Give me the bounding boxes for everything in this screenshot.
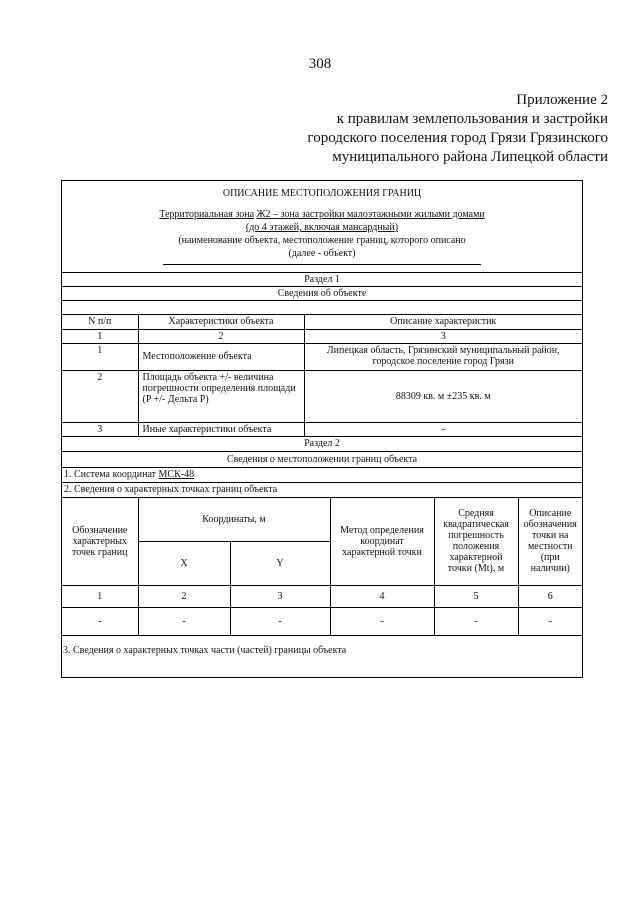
zone-detail: (до 4 этажей, включая мансардный) bbox=[245, 222, 399, 233]
row-name: Местоположение объекта bbox=[138, 343, 304, 370]
coordinate-system-line bbox=[62, 468, 582, 483]
header-note2: (далее - объект) bbox=[288, 248, 356, 259]
points-table bbox=[62, 498, 582, 637]
appendix-line3: городского поселения город Грязи Грязинского bbox=[307, 130, 608, 146]
appendix-line4: муниципального района Липецкой области bbox=[332, 149, 608, 165]
header-rule bbox=[163, 264, 481, 265]
page-number: 308 bbox=[308, 56, 332, 72]
col-num: 3 bbox=[230, 586, 330, 608]
row-name: Иные характеристики объекта bbox=[138, 422, 304, 436]
cell-value: - bbox=[138, 608, 230, 636]
section2-subtitle: Сведения о местоположении границ объекта bbox=[62, 452, 582, 468]
boundary-description-form bbox=[61, 180, 583, 678]
cell-value: - bbox=[62, 608, 138, 636]
object-info-table bbox=[62, 315, 582, 437]
appendix-line2: к правилам землепользования и застройки bbox=[336, 111, 608, 127]
part-points-title: 3. Сведения о характерных точках части (частей) границы объекта bbox=[63, 645, 347, 656]
row-value: 88309 кв. м ±235 кв. м bbox=[304, 370, 582, 422]
col-error: Средняя квадратическая погрешность положения характерной точки (Mt), м bbox=[434, 498, 518, 586]
col-num: 1 bbox=[62, 586, 138, 608]
cell-value: - bbox=[434, 608, 518, 636]
section1-spacer bbox=[62, 301, 582, 315]
cell-value: - bbox=[230, 608, 330, 636]
col-coordinates: Координаты, м bbox=[138, 498, 330, 542]
cell-value: - bbox=[330, 608, 434, 636]
points-number-row bbox=[62, 586, 582, 608]
zone-prefix: Территориальная зона bbox=[159, 209, 255, 220]
row-number: 3 bbox=[62, 422, 138, 436]
table-header-row bbox=[62, 315, 582, 329]
zone-name: Ж2 – зона застройки малоэтажными жилыми домами bbox=[256, 209, 485, 220]
col-point-description: Описание обозначения точки на местности (при наличии) bbox=[518, 498, 582, 586]
col-num: 5 bbox=[434, 586, 518, 608]
col-y: Y bbox=[230, 542, 330, 586]
col-x: X bbox=[138, 542, 230, 586]
table-number-row bbox=[62, 329, 582, 343]
col-num: 6 bbox=[518, 586, 582, 608]
zone-line bbox=[62, 208, 582, 221]
col-description: Описание характеристик bbox=[304, 315, 582, 329]
col-n: N п/п bbox=[62, 315, 138, 329]
form-header bbox=[62, 181, 582, 273]
table-row bbox=[62, 608, 582, 636]
points-title: 2. Сведения о характерных точках границ объекта bbox=[62, 483, 582, 498]
col-method: Метод определения координат характерной точки bbox=[330, 498, 434, 586]
appendix-header bbox=[188, 91, 608, 167]
coordinate-system-label: 1. Система координат bbox=[64, 468, 157, 480]
section1-subtitle: Сведения об объекте bbox=[62, 287, 582, 301]
col-num: 1 bbox=[62, 329, 138, 343]
header-note1: (наименование объекта, местоположение границ, которого описано bbox=[178, 235, 466, 246]
section1-title: Раздел 1 bbox=[62, 273, 582, 287]
cell-value: - bbox=[518, 608, 582, 636]
table-row bbox=[62, 370, 582, 422]
col-num: 2 bbox=[138, 586, 230, 608]
row-number: 1 bbox=[62, 343, 138, 370]
col-num: 2 bbox=[138, 329, 304, 343]
row-number: 2 bbox=[62, 370, 138, 422]
table-row bbox=[62, 422, 582, 436]
col-num: 3 bbox=[304, 329, 582, 343]
row-name: Площадь объекта +/- величина погрешности определения площади (P +/- Дельта P) bbox=[138, 370, 304, 422]
coordinate-system-value: МСК-48 bbox=[158, 468, 195, 480]
row-value: - bbox=[304, 422, 582, 436]
appendix-line1: Приложение 2 bbox=[516, 92, 608, 108]
col-num: 4 bbox=[330, 586, 434, 608]
col-designation: Обозначение характерных точек границ bbox=[62, 498, 138, 586]
table-row bbox=[62, 343, 582, 370]
section2-title: Раздел 2 bbox=[62, 437, 582, 452]
form-title: ОПИСАНИЕ МЕСТОПОЛОЖЕНИЯ ГРАНИЦ bbox=[222, 188, 422, 199]
row-value: Липецкая область, Грязинский муниципальный район, городское поселение город Грязи bbox=[304, 343, 582, 370]
col-characteristic: Характеристики объекта bbox=[138, 315, 304, 329]
points-header-row bbox=[62, 498, 582, 542]
